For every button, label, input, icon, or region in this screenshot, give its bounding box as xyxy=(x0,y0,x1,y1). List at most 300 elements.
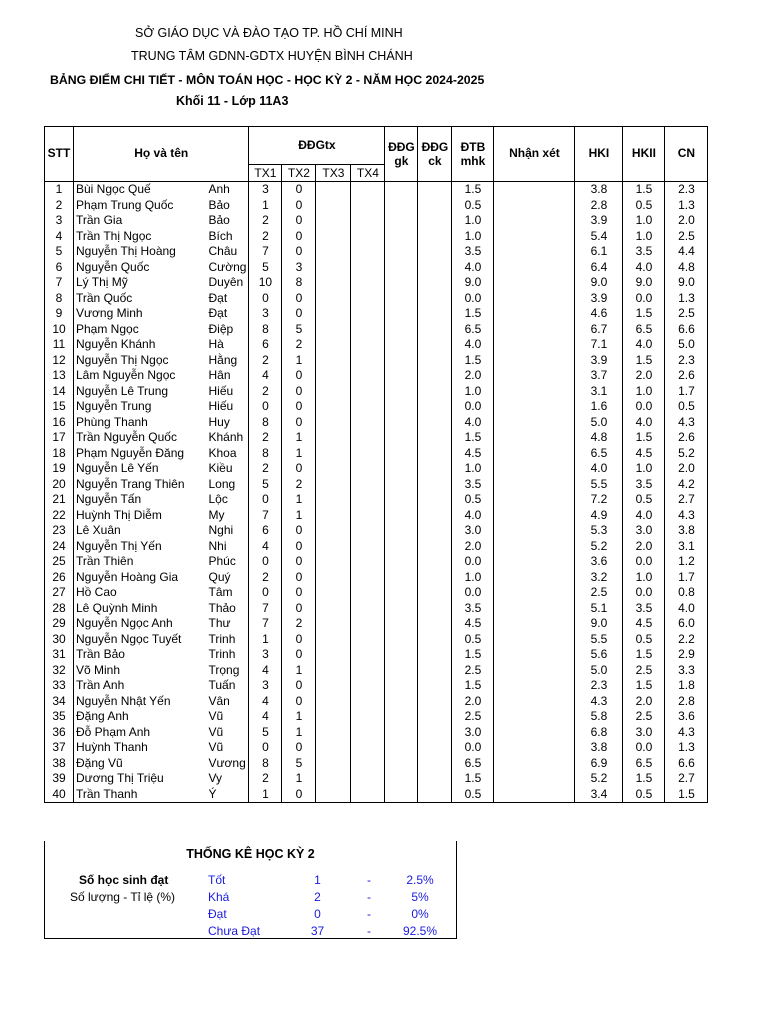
cell-tx4 xyxy=(351,508,385,524)
cell-cn: 2.2 xyxy=(665,632,708,648)
table-row xyxy=(45,368,708,384)
cell-dtb-mhk: 0.0 xyxy=(452,554,494,570)
cell-comment xyxy=(494,694,575,710)
cell-cn: 6.6 xyxy=(665,756,708,772)
cell-dtb-mhk: 1.0 xyxy=(452,461,494,477)
cell-tx1: 6 xyxy=(249,523,282,539)
cell-hkii: 1.5 xyxy=(623,430,665,446)
cell-hkii: 1.0 xyxy=(623,384,665,400)
cell-stt: 12 xyxy=(45,353,74,369)
col-cn: CN xyxy=(665,127,708,182)
cell-comment xyxy=(494,368,575,384)
cell-tx3 xyxy=(316,709,351,725)
cell-tx1: 2 xyxy=(249,430,282,446)
cell-given-name: Nghi xyxy=(207,523,249,539)
cell-given-name: Đạt xyxy=(207,306,249,322)
cell-tx3 xyxy=(316,461,351,477)
table-row xyxy=(45,787,708,803)
cell-tx3 xyxy=(316,275,351,291)
cell-cn: 2.6 xyxy=(665,368,708,384)
stats-pct: 5% xyxy=(411,890,429,904)
col-stt: STT xyxy=(45,127,74,182)
cell-comment xyxy=(494,306,575,322)
cell-hkii: 2.0 xyxy=(623,539,665,555)
cell-surname: Nguyễn Quốc xyxy=(74,260,207,276)
cell-tx4 xyxy=(351,430,385,446)
stats-dash: - xyxy=(367,924,371,938)
cell-tx2: 0 xyxy=(282,306,316,322)
cell-given-name: Vũ xyxy=(207,725,249,741)
cell-ddg-ck xyxy=(418,663,452,679)
cell-tx2: 2 xyxy=(282,616,316,632)
cell-cn: 2.0 xyxy=(665,213,708,229)
cell-hkii: 0.0 xyxy=(623,291,665,307)
cell-tx1: 0 xyxy=(249,554,282,570)
cell-stt: 36 xyxy=(45,725,74,741)
stats-level: Chưa Đạt xyxy=(208,924,261,938)
cell-tx3 xyxy=(316,647,351,663)
cell-dtb-mhk: 1.5 xyxy=(452,353,494,369)
cell-stt: 27 xyxy=(45,585,74,601)
cell-hki: 2.5 xyxy=(575,585,623,601)
cell-tx1: 1 xyxy=(249,787,282,803)
cell-hki: 6.1 xyxy=(575,244,623,260)
cell-dtb-mhk: 4.5 xyxy=(452,616,494,632)
cell-cn: 4.3 xyxy=(665,415,708,431)
cell-tx4 xyxy=(351,275,385,291)
cell-ddg-gk xyxy=(385,601,418,617)
cell-cn: 3.3 xyxy=(665,663,708,679)
cell-tx3 xyxy=(316,384,351,400)
cell-tx2: 0 xyxy=(282,570,316,586)
cell-hkii: 3.0 xyxy=(623,523,665,539)
cell-tx4 xyxy=(351,585,385,601)
class-label: Khối 11 - Lớp 11A3 xyxy=(176,94,289,108)
cell-ddg-ck xyxy=(418,306,452,322)
cell-dtb-mhk: 2.5 xyxy=(452,709,494,725)
stats-title: THỐNG KÊ HỌC KỲ 2 xyxy=(186,847,315,861)
cell-hkii: 2.0 xyxy=(623,368,665,384)
cell-hkii: 1.5 xyxy=(623,353,665,369)
cell-surname: Nguyễn Thị Hoàng xyxy=(74,244,207,260)
cell-tx3 xyxy=(316,601,351,617)
cell-comment xyxy=(494,756,575,772)
cell-ddg-gk xyxy=(385,415,418,431)
cell-stt: 6 xyxy=(45,260,74,276)
stats-count: 1 xyxy=(314,873,321,887)
cell-hki: 6.8 xyxy=(575,725,623,741)
cell-ddg-gk xyxy=(385,647,418,663)
cell-hki: 3.4 xyxy=(575,787,623,803)
cell-tx3 xyxy=(316,585,351,601)
cell-given-name: Phúc xyxy=(207,554,249,570)
cell-tx3 xyxy=(316,229,351,245)
cell-stt: 9 xyxy=(45,306,74,322)
stats-pct: 2.5% xyxy=(406,873,434,887)
cell-ddg-ck xyxy=(418,430,452,446)
cell-tx1: 4 xyxy=(249,709,282,725)
cell-stt: 13 xyxy=(45,368,74,384)
cell-surname: Nguyễn Thị Yến xyxy=(74,539,207,555)
table-row xyxy=(45,229,708,245)
table-row xyxy=(45,601,708,617)
cell-stt: 34 xyxy=(45,694,74,710)
cell-cn: 5.2 xyxy=(665,446,708,462)
cell-tx3 xyxy=(316,446,351,462)
cell-tx2: 1 xyxy=(282,771,316,787)
cell-surname: Trần Gia xyxy=(74,213,207,229)
cell-tx1: 7 xyxy=(249,508,282,524)
cell-hkii: 1.5 xyxy=(623,182,665,198)
cell-dtb-mhk: 1.0 xyxy=(452,229,494,245)
cell-tx1: 2 xyxy=(249,353,282,369)
cell-hki: 5.2 xyxy=(575,539,623,555)
cell-surname: Trần Thị Ngọc xyxy=(74,229,207,245)
cell-tx1: 8 xyxy=(249,756,282,772)
table-row xyxy=(45,539,708,555)
cell-tx1: 0 xyxy=(249,399,282,415)
cell-ddg-ck xyxy=(418,415,452,431)
cell-comment xyxy=(494,616,575,632)
cell-tx4 xyxy=(351,461,385,477)
cell-given-name: Long xyxy=(207,477,249,493)
cell-dtb-mhk: 3.0 xyxy=(452,725,494,741)
cell-tx2: 0 xyxy=(282,539,316,555)
cell-ddg-ck xyxy=(418,709,452,725)
cell-cn: 1.3 xyxy=(665,198,708,214)
cell-stt: 1 xyxy=(45,182,74,198)
cell-tx1: 1 xyxy=(249,632,282,648)
cell-hkii: 1.5 xyxy=(623,771,665,787)
cell-dtb-mhk: 3.5 xyxy=(452,477,494,493)
cell-stt: 28 xyxy=(45,601,74,617)
cell-stt: 18 xyxy=(45,446,74,462)
table-row xyxy=(45,632,708,648)
cell-ddg-ck xyxy=(418,787,452,803)
cell-hkii: 2.0 xyxy=(623,694,665,710)
cell-dtb-mhk: 0.0 xyxy=(452,399,494,415)
cell-dtb-mhk: 4.0 xyxy=(452,508,494,524)
report-title: BẢNG ĐIỂM CHI TIẾT - MÔN TOÁN HỌC - HỌC KỲ 2 - NĂM HỌC 2024-2025 xyxy=(50,73,485,87)
cell-tx2: 1 xyxy=(282,663,316,679)
table-row xyxy=(45,756,708,772)
cell-hki: 5.3 xyxy=(575,523,623,539)
cell-ddg-gk xyxy=(385,709,418,725)
cell-tx2: 0 xyxy=(282,229,316,245)
cell-ddg-gk xyxy=(385,182,418,198)
cell-hkii: 1.0 xyxy=(623,461,665,477)
cell-comment xyxy=(494,229,575,245)
cell-tx4 xyxy=(351,632,385,648)
cell-dtb-mhk: 2.0 xyxy=(452,539,494,555)
cell-hki: 7.1 xyxy=(575,337,623,353)
cell-tx4 xyxy=(351,198,385,214)
cell-dtb-mhk: 2.0 xyxy=(452,694,494,710)
cell-dtb-mhk: 1.0 xyxy=(452,213,494,229)
cell-comment xyxy=(494,213,575,229)
cell-cn: 9.0 xyxy=(665,275,708,291)
cell-tx2: 0 xyxy=(282,787,316,803)
cell-cn: 4.8 xyxy=(665,260,708,276)
cell-ddg-gk xyxy=(385,539,418,555)
cell-dtb-mhk: 4.0 xyxy=(452,415,494,431)
cell-hki: 5.5 xyxy=(575,632,623,648)
cell-tx4 xyxy=(351,322,385,338)
cell-comment xyxy=(494,663,575,679)
cell-comment xyxy=(494,725,575,741)
stats-row xyxy=(45,924,456,941)
cell-hkii: 0.5 xyxy=(623,787,665,803)
cell-given-name: Lộc xyxy=(207,492,249,508)
cell-stt: 20 xyxy=(45,477,74,493)
cell-ddg-ck xyxy=(418,244,452,260)
cell-stt: 7 xyxy=(45,275,74,291)
table-row xyxy=(45,616,708,632)
cell-given-name: Hân xyxy=(207,368,249,384)
cell-ddg-gk xyxy=(385,694,418,710)
cell-stt: 38 xyxy=(45,756,74,772)
table-row xyxy=(45,244,708,260)
cell-tx4 xyxy=(351,709,385,725)
cell-tx1: 5 xyxy=(249,260,282,276)
cell-hki: 3.1 xyxy=(575,384,623,400)
cell-ddg-gk xyxy=(385,275,418,291)
cell-tx3 xyxy=(316,337,351,353)
cell-given-name: Huy xyxy=(207,415,249,431)
table-row xyxy=(45,275,708,291)
cell-given-name: Hằng xyxy=(207,353,249,369)
cell-tx2: 0 xyxy=(282,601,316,617)
cell-given-name: Vũ xyxy=(207,709,249,725)
cell-tx3 xyxy=(316,523,351,539)
cell-ddg-ck xyxy=(418,508,452,524)
cell-dtb-mhk: 0.5 xyxy=(452,492,494,508)
cell-ddg-ck xyxy=(418,539,452,555)
cell-comment xyxy=(494,461,575,477)
cell-cn: 1.7 xyxy=(665,384,708,400)
cell-tx2: 3 xyxy=(282,260,316,276)
cell-hkii: 3.0 xyxy=(623,725,665,741)
cell-ddg-ck xyxy=(418,694,452,710)
cell-tx2: 0 xyxy=(282,213,316,229)
cell-tx3 xyxy=(316,368,351,384)
cell-given-name: Thảo xyxy=(207,601,249,617)
cell-ddg-gk xyxy=(385,632,418,648)
col-comment: Nhận xét xyxy=(494,127,575,182)
cell-ddg-gk xyxy=(385,322,418,338)
cell-surname: Trần Thanh xyxy=(74,787,207,803)
cell-surname: Phạm Ngọc xyxy=(74,322,207,338)
cell-hki: 2.3 xyxy=(575,678,623,694)
cell-tx4 xyxy=(351,539,385,555)
cell-tx4 xyxy=(351,523,385,539)
cell-tx1: 7 xyxy=(249,616,282,632)
cell-ddg-ck xyxy=(418,725,452,741)
cell-given-name: Vy xyxy=(207,771,249,787)
table-row xyxy=(45,492,708,508)
cell-tx1: 8 xyxy=(249,446,282,462)
student-rows xyxy=(45,182,708,803)
stats-label-count: Số lượng - Tỉ lệ (%) xyxy=(70,890,176,904)
cell-surname: Nguyễn Ngọc Anh xyxy=(74,616,207,632)
cell-hki: 3.6 xyxy=(575,554,623,570)
cell-surname: Nguyễn Lê Yến xyxy=(74,461,207,477)
cell-stt: 17 xyxy=(45,430,74,446)
cell-tx2: 0 xyxy=(282,523,316,539)
cell-comment xyxy=(494,322,575,338)
cell-cn: 1.7 xyxy=(665,570,708,586)
cell-tx4 xyxy=(351,725,385,741)
cell-stt: 23 xyxy=(45,523,74,539)
cell-comment xyxy=(494,678,575,694)
cell-stt: 25 xyxy=(45,554,74,570)
cell-tx4 xyxy=(351,601,385,617)
cell-dtb-mhk: 4.0 xyxy=(452,337,494,353)
cell-dtb-mhk: 0.0 xyxy=(452,291,494,307)
cell-tx1: 2 xyxy=(249,213,282,229)
stats-row xyxy=(45,890,456,907)
cell-comment xyxy=(494,601,575,617)
cell-surname: Lý Thị Mỹ xyxy=(74,275,207,291)
cell-cn: 4.2 xyxy=(665,477,708,493)
table-row xyxy=(45,523,708,539)
cell-surname: Trần Bảo xyxy=(74,647,207,663)
cell-tx1: 2 xyxy=(249,229,282,245)
cell-ddg-gk xyxy=(385,430,418,446)
cell-ddg-ck xyxy=(418,601,452,617)
cell-tx2: 0 xyxy=(282,554,316,570)
col-tx4: TX4 xyxy=(351,165,385,182)
cell-ddg-ck xyxy=(418,632,452,648)
cell-ddg-ck xyxy=(418,260,452,276)
cell-cn: 4.0 xyxy=(665,601,708,617)
stats-pct: 0% xyxy=(411,907,429,921)
cell-tx1: 8 xyxy=(249,322,282,338)
cell-ddg-ck xyxy=(418,399,452,415)
cell-tx1: 0 xyxy=(249,492,282,508)
table-row xyxy=(45,399,708,415)
cell-dtb-mhk: 1.5 xyxy=(452,771,494,787)
cell-surname: Nguyễn Trung xyxy=(74,399,207,415)
cell-hki: 3.8 xyxy=(575,740,623,756)
cell-tx3 xyxy=(316,182,351,198)
cell-given-name: Kiều xyxy=(207,461,249,477)
cell-hki: 6.7 xyxy=(575,322,623,338)
cell-surname: Hồ Cao xyxy=(74,585,207,601)
cell-hki: 5.6 xyxy=(575,647,623,663)
cell-dtb-mhk: 3.5 xyxy=(452,601,494,617)
cell-tx3 xyxy=(316,678,351,694)
cell-comment xyxy=(494,539,575,555)
cell-surname: Nguyễn Trang Thiên xyxy=(74,477,207,493)
cell-tx3 xyxy=(316,570,351,586)
cell-ddg-ck xyxy=(418,275,452,291)
cell-tx4 xyxy=(351,694,385,710)
cell-surname: Phạm Trung Quốc xyxy=(74,198,207,214)
table-row xyxy=(45,477,708,493)
cell-stt: 14 xyxy=(45,384,74,400)
cell-hkii: 0.0 xyxy=(623,399,665,415)
cell-hki: 3.9 xyxy=(575,291,623,307)
cell-surname: Bùi Ngọc Quế xyxy=(74,182,207,198)
cell-tx4 xyxy=(351,756,385,772)
cell-cn: 6.0 xyxy=(665,616,708,632)
cell-ddg-ck xyxy=(418,678,452,694)
cell-tx2: 0 xyxy=(282,585,316,601)
cell-dtb-mhk: 1.5 xyxy=(452,647,494,663)
cell-tx3 xyxy=(316,415,351,431)
cell-dtb-mhk: 1.5 xyxy=(452,306,494,322)
col-tx1: TX1 xyxy=(249,165,282,182)
cell-hkii: 1.5 xyxy=(623,678,665,694)
cell-tx2: 2 xyxy=(282,477,316,493)
cell-tx3 xyxy=(316,663,351,679)
cell-tx2: 0 xyxy=(282,368,316,384)
cell-given-name: Hiếu xyxy=(207,384,249,400)
cell-cn: 0.8 xyxy=(665,585,708,601)
cell-tx4 xyxy=(351,306,385,322)
cell-stt: 35 xyxy=(45,709,74,725)
cell-tx4 xyxy=(351,570,385,586)
cell-ddg-ck xyxy=(418,384,452,400)
cell-tx2: 8 xyxy=(282,275,316,291)
stats-row xyxy=(45,873,456,890)
cell-tx3 xyxy=(316,632,351,648)
cell-surname: Nguyễn Thị Ngọc xyxy=(74,353,207,369)
table-row xyxy=(45,585,708,601)
cell-hki: 4.8 xyxy=(575,430,623,446)
cell-hkii: 0.0 xyxy=(623,554,665,570)
col-ddg-ck: ĐĐG ck xyxy=(418,127,452,182)
cell-tx1: 2 xyxy=(249,771,282,787)
cell-cn: 2.9 xyxy=(665,647,708,663)
cell-hkii: 6.5 xyxy=(623,756,665,772)
cell-dtb-mhk: 0.0 xyxy=(452,585,494,601)
cell-ddg-ck xyxy=(418,182,452,198)
cell-comment xyxy=(494,198,575,214)
cell-dtb-mhk: 9.0 xyxy=(452,275,494,291)
cell-dtb-mhk: 0.0 xyxy=(452,740,494,756)
cell-ddg-gk xyxy=(385,523,418,539)
cell-comment xyxy=(494,787,575,803)
cell-ddg-gk xyxy=(385,306,418,322)
cell-ddg-gk xyxy=(385,198,418,214)
cell-hki: 9.0 xyxy=(575,616,623,632)
cell-dtb-mhk: 3.5 xyxy=(452,244,494,260)
cell-comment xyxy=(494,632,575,648)
cell-given-name: Hà xyxy=(207,337,249,353)
cell-hki: 3.8 xyxy=(575,182,623,198)
cell-ddg-gk xyxy=(385,740,418,756)
cell-surname: Võ Minh xyxy=(74,663,207,679)
col-dtb-mhk: ĐTB mhk xyxy=(452,127,494,182)
cell-hki: 6.5 xyxy=(575,446,623,462)
cell-given-name: Tâm xyxy=(207,585,249,601)
cell-ddg-ck xyxy=(418,647,452,663)
cell-comment xyxy=(494,492,575,508)
cell-tx4 xyxy=(351,182,385,198)
cell-stt: 22 xyxy=(45,508,74,524)
col-ddgtx: ĐĐGtx xyxy=(249,127,385,165)
cell-comment xyxy=(494,477,575,493)
cell-cn: 1.5 xyxy=(665,787,708,803)
cell-cn: 4.3 xyxy=(665,725,708,741)
cell-hki: 4.6 xyxy=(575,306,623,322)
cell-tx1: 3 xyxy=(249,306,282,322)
cell-comment xyxy=(494,446,575,462)
cell-cn: 0.5 xyxy=(665,399,708,415)
cell-cn: 6.6 xyxy=(665,322,708,338)
